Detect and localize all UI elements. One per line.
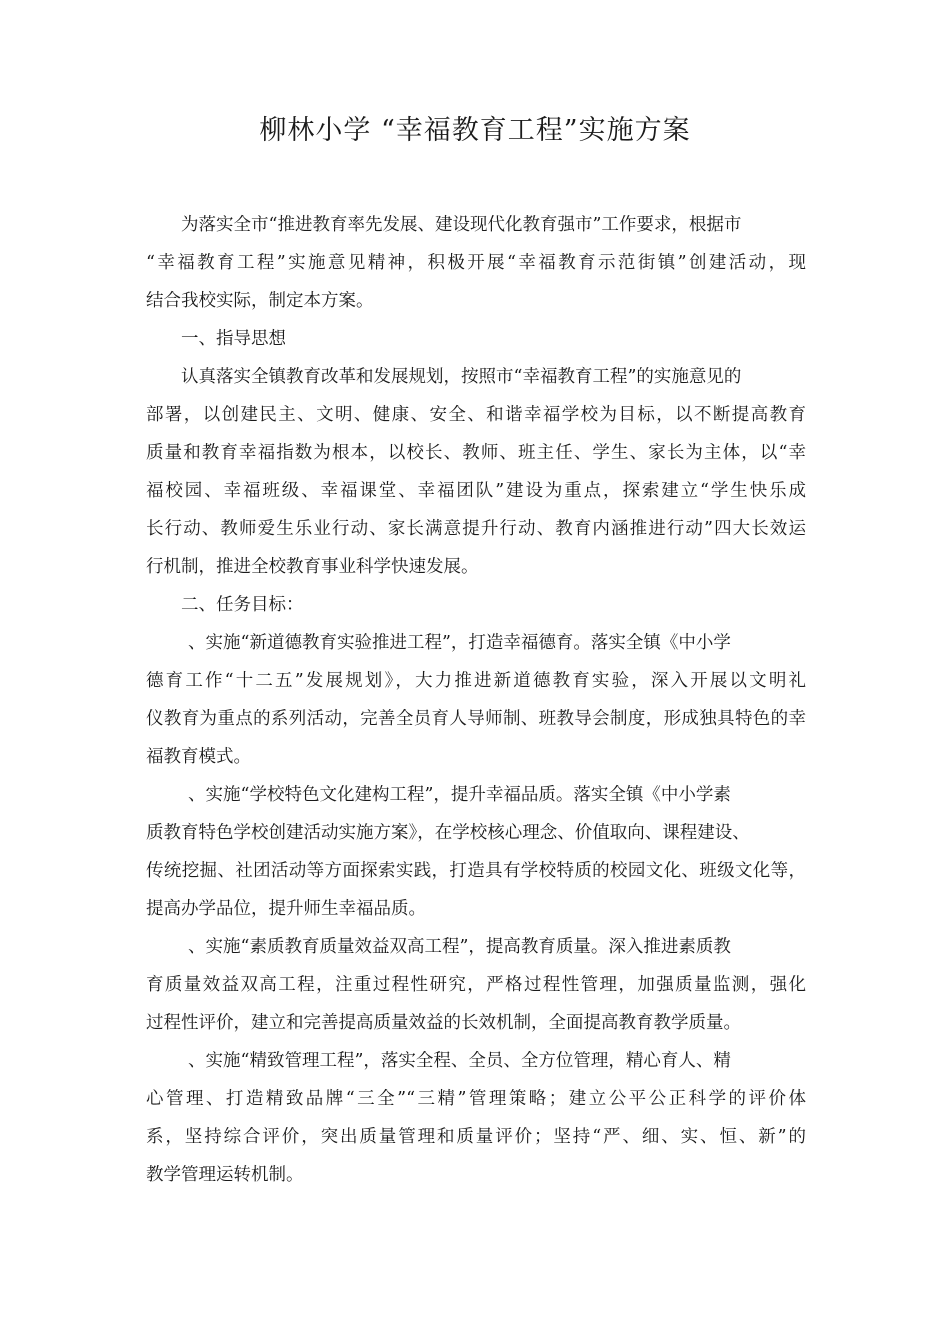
text-line: 、实施“素质教育质量效益双高工程”，提高教育质量。深入推进素质教 [188, 937, 731, 957]
document-title: 柳林小学 “幸福教育工程”实施方案 [259, 115, 691, 146]
text-line: 长行动、教师爱生乐业行动、家长满意提升行动、教育内涵推进行动”四大长效运 [146, 519, 806, 539]
text-line: 心管理、打造精致品牌“三全”“三精”管理策略；建立公平公正科学的评价体 [146, 1089, 806, 1109]
text-line: 、实施“学校特色文化建构工程”，提升幸福品质。落实全镇《中小学素 [188, 785, 731, 805]
text-line: 结合我校实际，制定本方案。 [146, 291, 374, 311]
text-line: 行机制，推进全校教育事业科学快速发展。 [146, 557, 479, 577]
text-line: 为落实全市“推进教育率先发展、建设现代化教育强市”工作要求，根据市 [181, 215, 742, 235]
text-line: 教学管理运转机制。 [146, 1165, 304, 1185]
text-line: 部署，以创建民主、文明、健康、安全、和谐幸福学校为目标，以不断提高教育 [146, 405, 806, 425]
section-heading: 一、指导思想 [181, 329, 286, 349]
section-heading: 二、任务目标： [181, 595, 304, 615]
text-line: 、实施“新道德教育实验推进工程”，打造幸福德育。落实全镇《中小学 [188, 633, 731, 653]
text-line: 系，坚持综合评价，突出质量管理和质量评价；坚持“严、细、实、恒、新”的 [146, 1127, 806, 1147]
text-line: 仪教育为重点的系列活动，完善全员育人导师制、班教导会制度，形成独具特色的幸 [146, 709, 806, 729]
text-line: 福校园、幸福班级、幸福课堂、幸福团队”建设为重点，探索建立“学生快乐成 [146, 481, 806, 501]
text-line: 传统挖掘、社团活动等方面探索实践，打造具有学校特质的校园文化、班级文化等， [146, 861, 806, 881]
text-line: 质教育特色学校创建活动实施方案》，在学校核心理念、价值取向、课程建设、 [146, 823, 750, 843]
text-line: 育质量效益双高工程，注重过程性研究，严格过程性管理，加强质量监测，强化 [146, 975, 806, 995]
text-line: 质量和教育幸福指数为根本，以校长、教师、班主任、学生、家长为主体，以“幸 [146, 443, 806, 463]
text-line: “幸福教育工程”实施意见精神，积极开展“幸福教育示范街镇”创建活动，现 [146, 253, 806, 273]
text-line: 福教育模式。 [146, 747, 251, 767]
text-line: 过程性评价，建立和完善提高质量效益的长效机制，全面提高教育教学质量。 [146, 1013, 741, 1033]
text-line: 提高办学品位，提升师生幸福品质。 [146, 899, 426, 919]
text-line: 德育工作“十二五”发展规划》，大力推进新道德教育实验，深入开展以文明礼 [146, 671, 806, 691]
text-line: 认真落实全镇教育改革和发展规划，按照市“幸福教育工程”的实施意见的 [181, 367, 742, 387]
text-line: 、实施“精致管理工程”，落实全程、全员、全方位管理，精心育人、精 [188, 1051, 731, 1071]
